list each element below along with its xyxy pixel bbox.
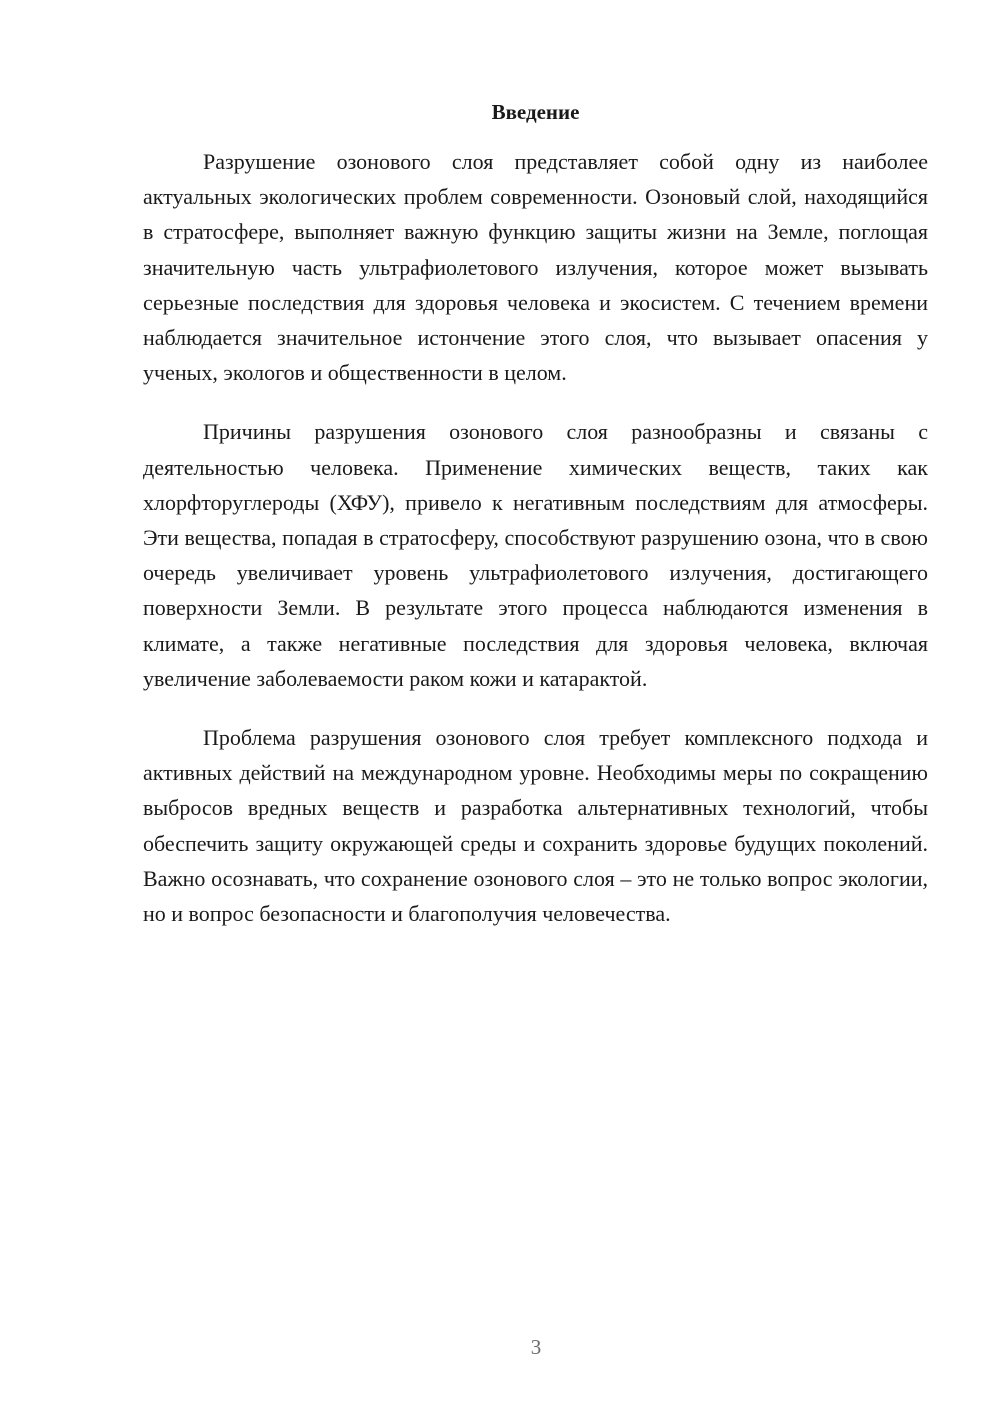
page-number: 3 [530,1335,542,1359]
paragraph-3: Проблема разрушения озонового слоя требует комплексного подхода и активных действий на международном уровне. Необходимы меры по сокращению выбросов вредных веществ и разработка альтернативных технологий, чтобы обеспечить защиту окружающей среды и сохранить здоровье будущих поколений. Важно осознавать, что сохранение озонового слоя – это не только вопрос экологии, но и вопрос безопасности и благополучия человечества. [143,725,928,927]
paragraph-2: Причины разрушения озонового слоя разнообразны и связаны с деятельностью человека. Применение химических веществ, таких как хлорфторуглероды (ХФУ), привело к негативным последствиям для атмосферы. Эти вещества, попадая в стратосферу, способствуют разрушению озона, что в свою очередь увеличивает уровень ультрафиолетового излучения, достигающего поверхности Земли. В результате этого процесса наблюдаются изменения в климате, а также негативные последствия для здоровья человека, включая увеличение заболеваемости раком кожи и катарактой. [143,419,928,691]
body-text [143,144,928,955]
section-heading: Введение [491,100,580,124]
paragraph-1: Разрушение озонового слоя представляет собой одну из наиболее актуальных экологических проблем современности. Озоновый слой, находящийся в стратосфере, выполняет важную функцию защиты жизни на Земле, поглощая значительную часть ультрафиолетового излучения, которое может вызывать серьезные последствия для здоровья человека и экосистем. С течением времени наблюдается значительное истончение этого слоя, что вызывает опасения у ученых, экологов и общественности в целом. [143,149,928,386]
